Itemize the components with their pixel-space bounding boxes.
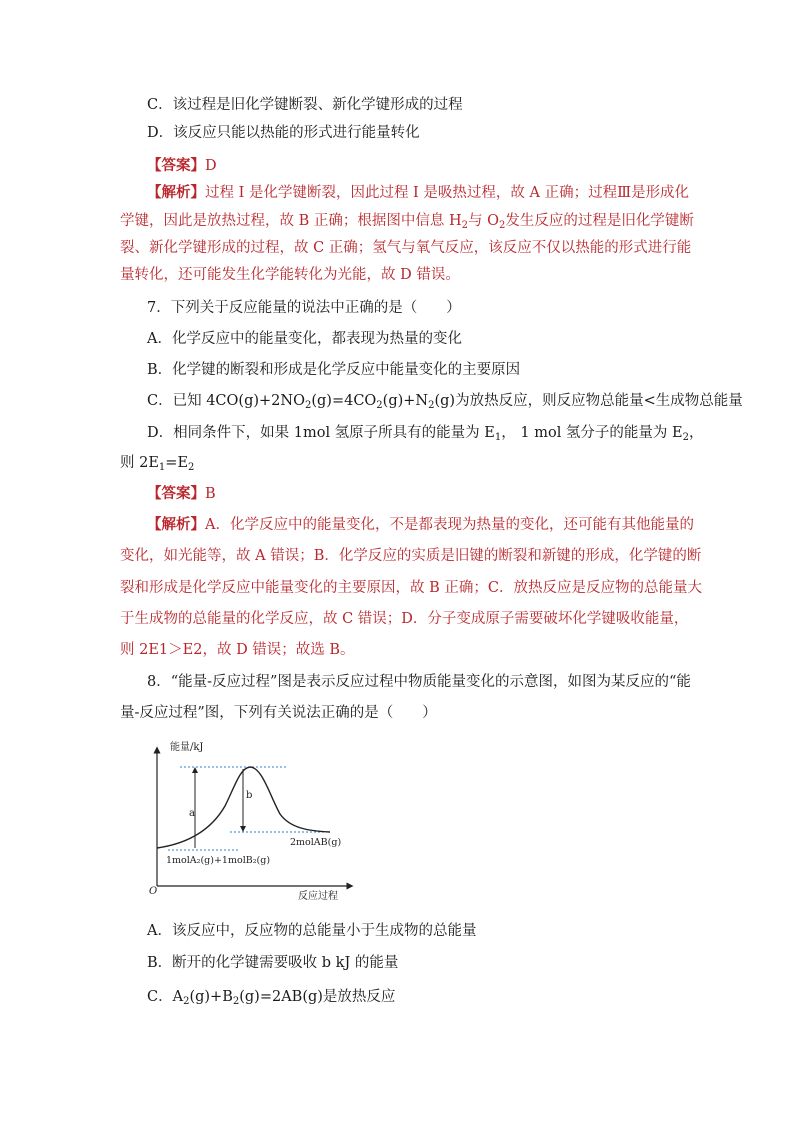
q7-answer: [147, 484, 216, 504]
q7-explanation-line-4: 于生成物的总能量的化学反应，故 C 错误；D．分子变成原子需要破坏化学键吸收能量，: [120, 611, 689, 627]
q7-option-b: B．化学键的断裂和形成是化学反应中能量变化的主要原因: [147, 362, 521, 378]
q7-option-c: C．已知 $4CO(g)+2NO_2(g)=4CO_2(g)+N_2(g)$为放热反应，则反应物总能量<生成物总能量: [147, 393, 743, 411]
energy-reaction-diagram: [140, 736, 370, 904]
q7-stem: 7．下列关于反应能量的说法中正确的是（ ）: [147, 300, 461, 316]
explanation-text: 过程 I 是化学键断裂，因此过程 I 是吸热过程，故 A 正确；过程Ⅲ是形成化: [205, 185, 690, 201]
q8-stem-line-1: 8．“能量-反应过程”图是表示反应过程中物质能量变化的示意图，如图为某反应的“能: [147, 674, 691, 690]
q7-explanation-line-5: 则 2E1＞E2，故 D 错误；故选 B。: [120, 642, 355, 658]
q8-option-b: B．断开的化学键需要吸收 b kJ 的能量: [147, 955, 399, 971]
q6-option-c: C．该过程是旧化学键断裂、新化学键形成的过程: [147, 97, 463, 113]
answer-tag: 【答案】: [147, 485, 205, 502]
label-a: a: [189, 808, 195, 819]
q8-option-a: A．该反应中，反应物的总能量小于生成物的总能量: [147, 923, 477, 939]
answer-tag: 【答案】: [147, 157, 205, 174]
q7-option-a: A．化学反应中的能量变化，都表现为热量的变化: [147, 331, 462, 347]
label-b: b: [246, 790, 253, 801]
products-label: 2molAB(g): [290, 837, 342, 848]
reactants-label: 1molA₂(g)+1molB₂(g): [166, 855, 271, 866]
q6-option-d: D．该反应只能以热能的形式进行能量转化: [147, 125, 420, 141]
q7-option-d-cont: 则 $2E_1=E_2$: [120, 455, 195, 473]
q6-explanation-line-4: 量转化，还可能发生化学能转化为光能，故 D 错误。: [120, 267, 460, 283]
answer-value: B: [205, 486, 216, 502]
q7-explanation-line-2: 变化，如光能等，故 A 错误；B．化学反应的实质是旧键的断裂和新键的形成，化学键的断: [120, 548, 702, 564]
explanation-tag: 【解析】: [147, 516, 205, 533]
q7-explanation-line-3: 裂和形成是化学反应中能量变化的主要原因，故 B 正确；C．放热反应是反应物的总能量大: [120, 580, 702, 596]
q8-stem-line-2: 量-反应过程”图，下列有关说法正确的是（ ）: [120, 705, 437, 721]
q6-answer: [147, 156, 217, 176]
answer-value: D: [205, 158, 217, 174]
q8-option-c: C．$A_2(g)+B_2(g)=2AB(g)$是放热反应: [147, 989, 396, 1007]
q6-explanation-line-3: 裂、新化学键形成的过程，故 C 正确；氢气与氧气反应，该反应不仅以热能的形式进行能: [120, 240, 692, 256]
x-axis-label: 反应过程: [298, 891, 338, 902]
q6-explanation-line-2: 学键，因此是放热过程，故 B 正确；根据图中信息 $H_2$与 $O_2$发生反应的过程是旧化学键断: [120, 213, 694, 231]
explanation-text: A．化学反应中的能量变化，不是都表现为热量的变化，还可能有其他能量的: [205, 517, 694, 533]
origin-label: O: [149, 886, 158, 897]
explanation-tag: 【解析】: [147, 184, 205, 201]
q7-option-d: D．相同条件下，如果 1mol 氢原子所具有的能量为 $E_1$， 1 mol 氢分子的能量为 $E_2$，: [147, 425, 704, 443]
q6-explanation-line-1: [147, 183, 689, 203]
y-axis-label: 能量/kJ: [170, 742, 204, 753]
q7-explanation-line-1: [147, 515, 694, 535]
